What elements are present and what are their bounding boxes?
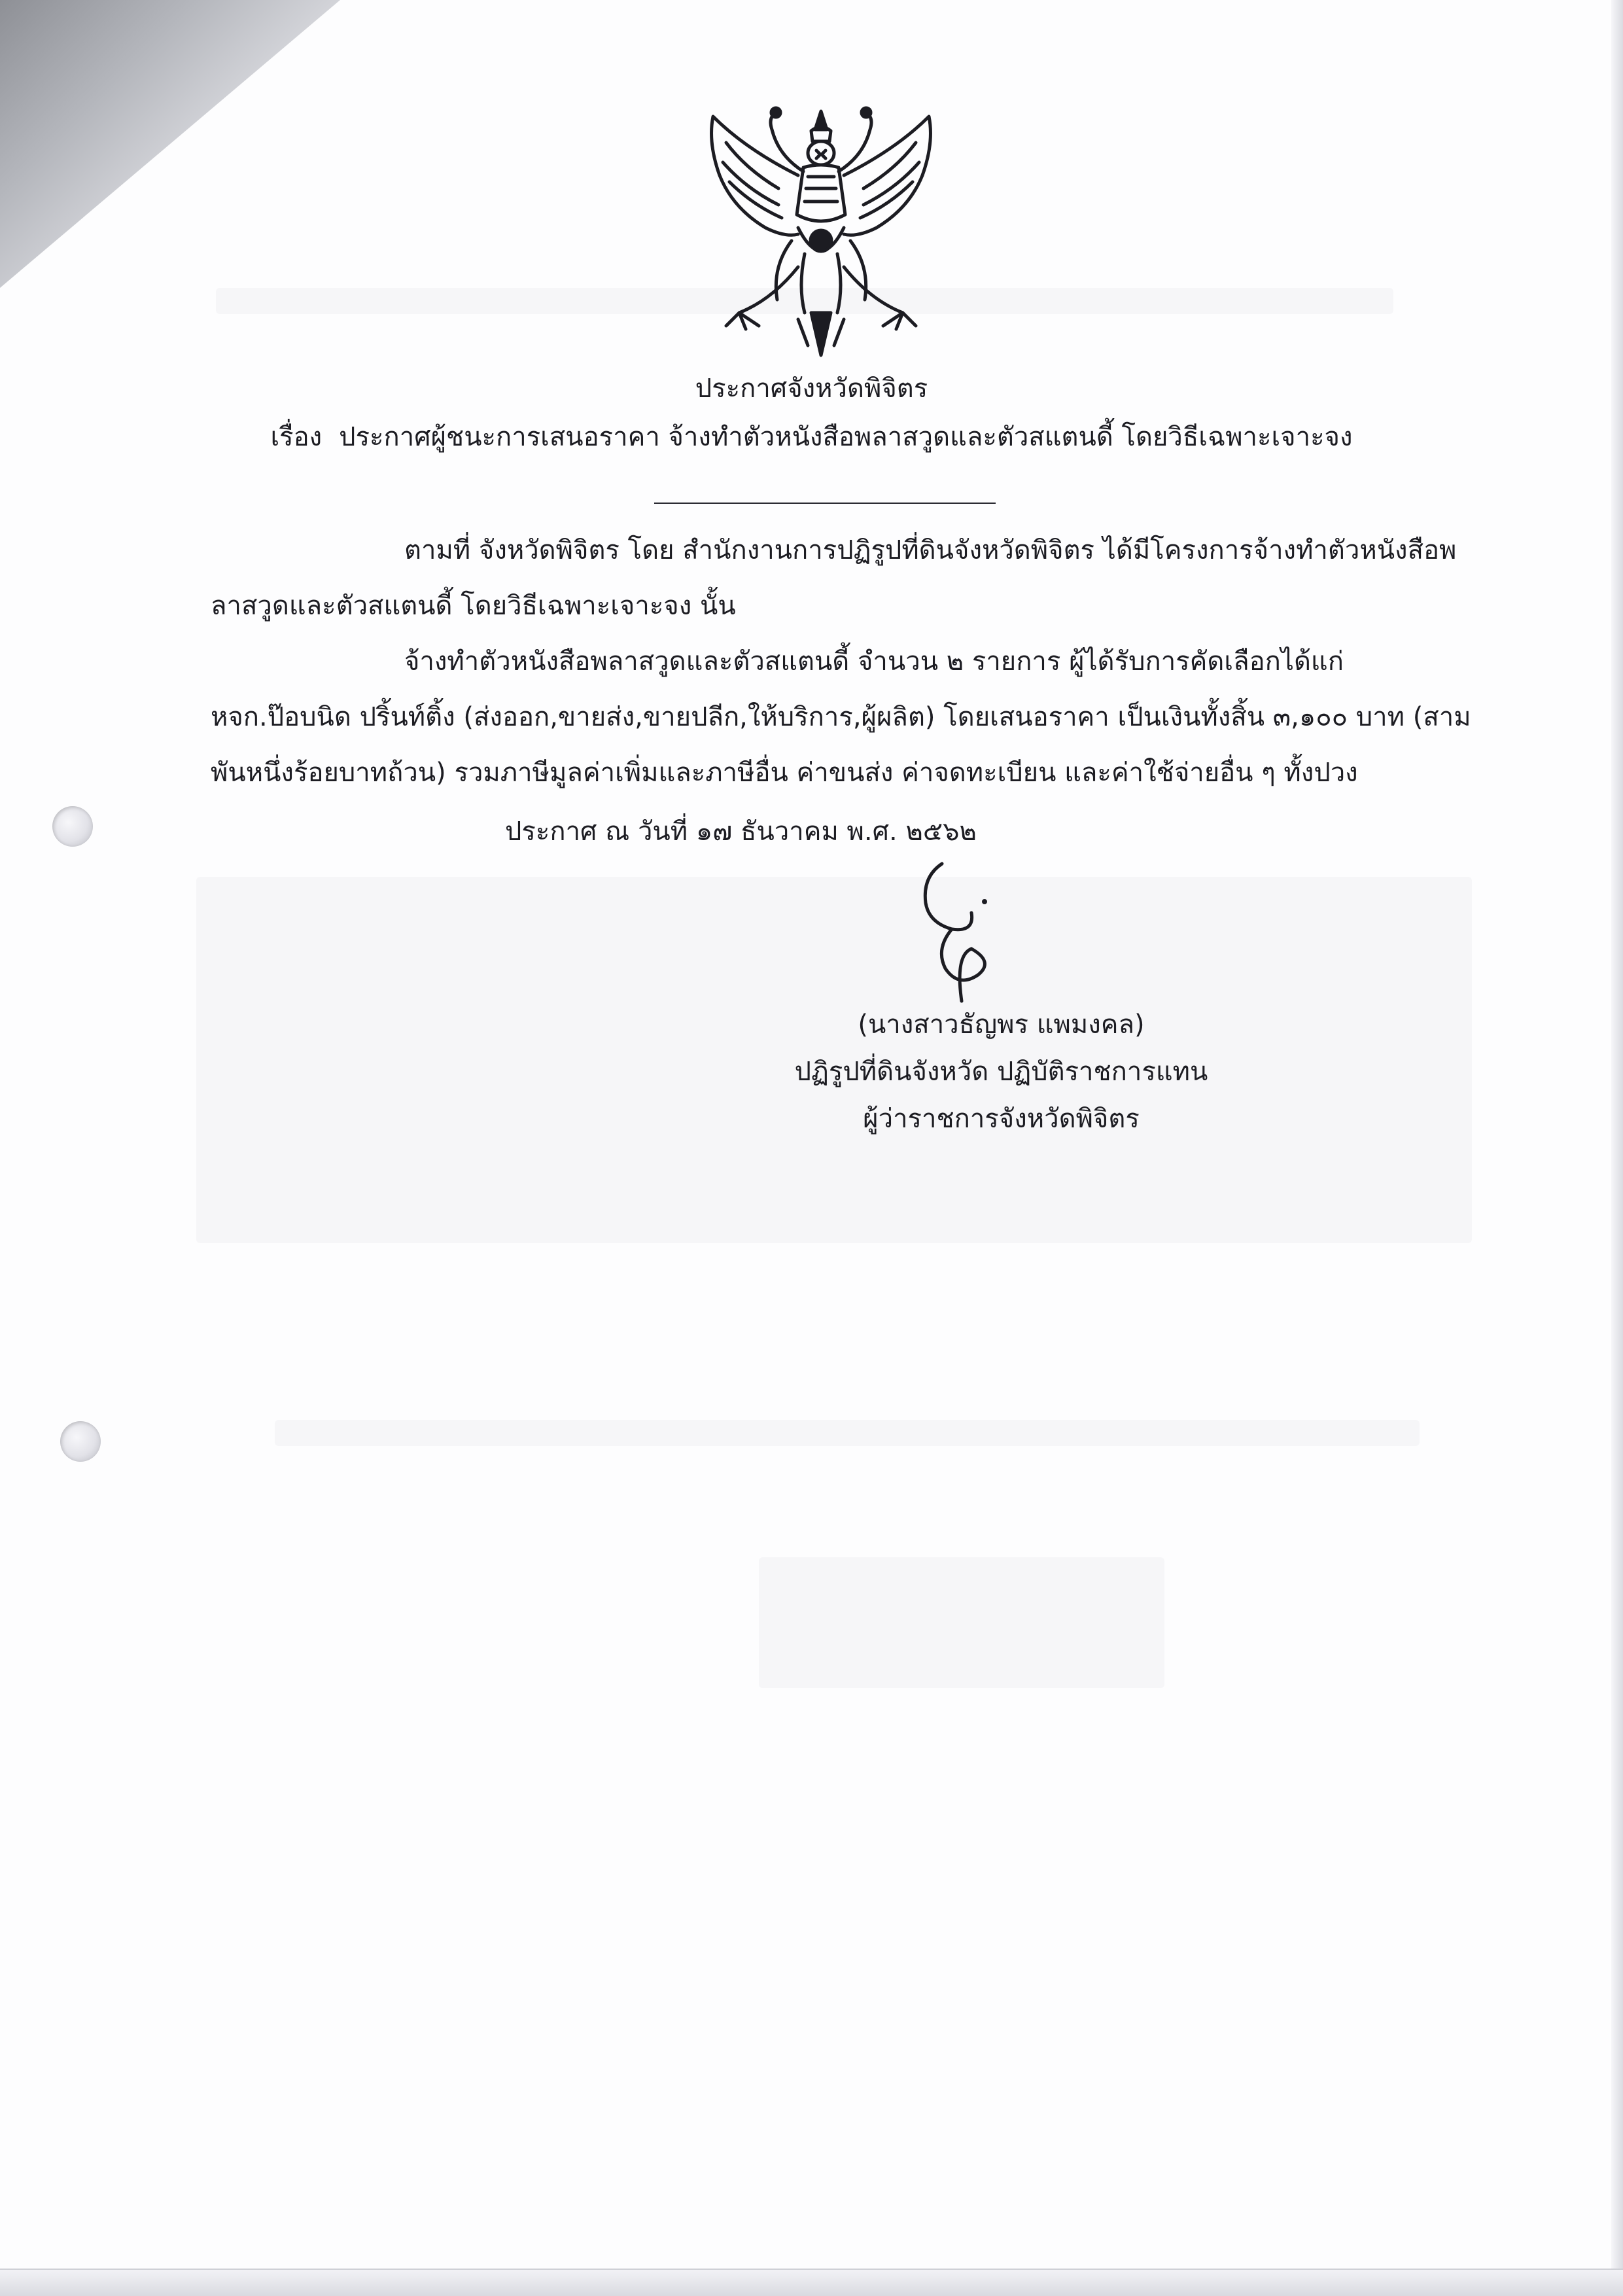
show-through-text [275,1420,1420,1446]
signer-position-2: ผู้ว่าราชการจังหวัดพิจิตร [863,1104,1140,1134]
signer-position: ปฏิรูปที่ดินจังหวัด ปฏิบัติราชการแทน [794,1057,1208,1087]
paragraph-1-line-1: ตามที่ จังหวัดพิจิตร โดย สำนักงานการปฏิรูปที่ดินจังหวัดพิจิตร ได้มีโครงการจ้างทำตัวหนังสือพ [404,535,1457,565]
paragraph-1-line-2: ลาสวูดและตัวสแตนดี้ โดยวิธีเฉพาะเจาะจง นั้น [211,591,736,621]
page-right-edge [1611,0,1623,2296]
subject-label: เรื่อง [270,422,323,452]
document-title: ประกาศจังหวัดพิจิตร [695,374,928,404]
punch-hole [60,1421,101,1462]
announcement-date: ประกาศ ณ วันที่ ๑๗ ธันวาคม พ.ศ. ๒๕๖๒ [505,817,977,847]
show-through-signature [759,1557,1164,1688]
title-underline [654,503,996,504]
paragraph-2-line-2: หจก.ป๊อบนิด ปริ้นท์ติ้ง (ส่งออก,ขายส่ง,ขายปลีก,ให้บริการ,ผู้ผลิต) โดยเสนอราคา เป็นเงินทั้งสิ้น ๓,๑๐๐ บาท (สาม [211,702,1471,732]
document-subject-line [0,420,1623,454]
paragraph-2-line-1: จ้างทำตัวหนังสือพลาสวูดและตัวสแตนดี้ จำนวน ๒ รายการ ผู้ได้รับการคัดเลือกได้แก่ [404,646,1344,677]
subject-text: ประกาศผู้ชนะการเสนอราคา จ้างทำตัวหนังสือพลาสวูดและตัวสแตนดี้ โดยวิธีเฉพาะเจาะจง [339,422,1353,452]
signer-name: (นางสาวธัญพร แพมงคล) [858,1010,1145,1040]
page-bottom-edge [0,2269,1623,2296]
folded-corner [0,0,340,288]
handwritten-signature [896,851,1027,1008]
paragraph-2-line-3: พันหนึ่งร้อยบาทถ้วน) รวมภาษีมูลค่าเพิ่มและภาษีอื่น ค่าขนส่ง ค่าจดทะเบียน และค่าใช้จ่ายอื่น ๆ ทั้งปวง [211,758,1358,788]
garuda-emblem-icon [700,103,942,359]
punch-hole [52,806,93,847]
